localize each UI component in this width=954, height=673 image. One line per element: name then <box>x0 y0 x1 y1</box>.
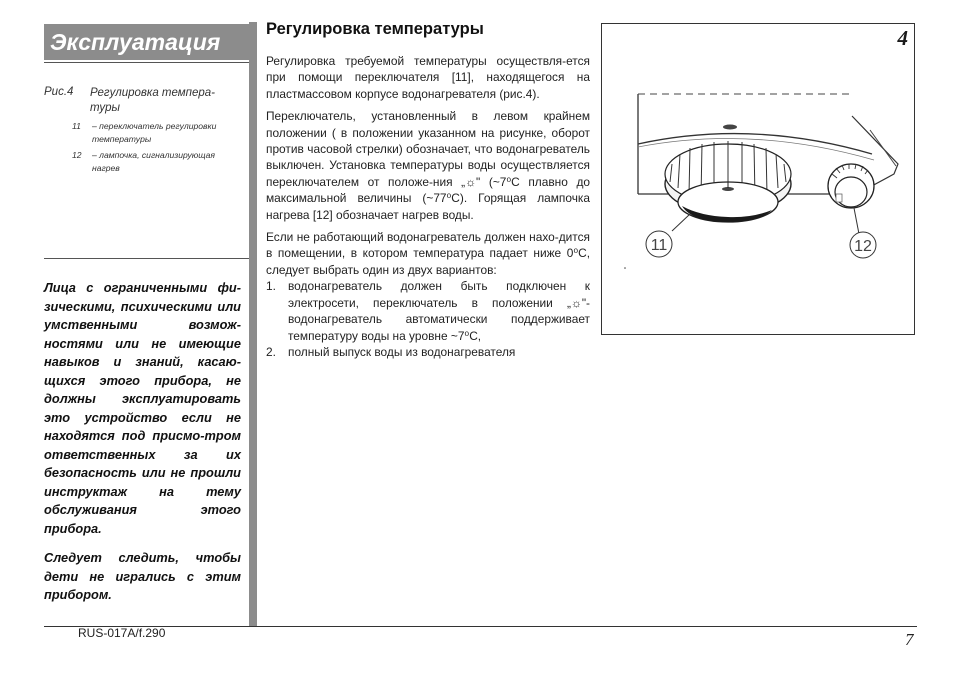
section-title: Эксплуатация <box>44 24 249 60</box>
temperature-knob <box>665 141 791 222</box>
caption-item <box>44 120 242 146</box>
sidebar-rule-2 <box>44 258 249 259</box>
safety-warning <box>44 279 241 616</box>
caption-item-num: 12 <box>72 150 82 160</box>
body-paragraph: Если не работающий водонагреватель должен нахо-дится в помещении, в котором температура падает ниже 0⁰C, следует выбрать один из двух вариантов: <box>266 230 590 277</box>
body-paragraph: Переключатель, установленный в левом крайнем положении ( в положении указанном на рисунке, оборот против часовой стрелки) обозначает, что водонагреватель выключен. Установка температуры воды осуществляется переключателем от положе-ния „☼" (~7⁰C плавно до максимальной величины (~77⁰C). Горящая лампочка нагрева [12] обозначает нагрев воды. <box>266 109 590 222</box>
page-heading: Регулировка температуры <box>266 20 484 38</box>
figure-4 <box>601 23 915 335</box>
list-item-num: 1. <box>266 279 276 294</box>
caption-item-text: – лампочка, сигнализирующая нагрев <box>92 150 216 173</box>
sidebar-divider-bar <box>249 22 257 626</box>
page-number: 7 <box>905 630 914 649</box>
list-item-num: 2. <box>266 344 276 359</box>
body-paragraph: Регулировка требуемой температуры осуществля-ется при помощи переключателя [11], находящегося на пластмассовом корпусе водонагревателя (рис.4). <box>266 54 590 101</box>
callout-11: 11 <box>650 237 668 254</box>
warning-paragraph: Лица с ограниченными фи-зическими, психическими или умственными возмож-ностями или не имеющие навыков и знаний, касаю-щихся этого прибора, не должны эксплуатировать это устройство если не находятся под присмо-тром ответственных за их безопасность или не прошли инструктаж на тему обслуживания этого прибора. <box>44 280 241 536</box>
list-item-text: полный выпуск воды из водонагревателя <box>288 344 516 359</box>
caption-number: Рис.4 <box>44 86 74 98</box>
warning-paragraph: Следует следить, чтобы дети не игрались с этим прибором. <box>44 550 241 602</box>
figure-caption <box>44 86 242 178</box>
caption-item <box>44 149 242 175</box>
sidebar-rule <box>44 62 249 63</box>
water-heater-illustration <box>602 24 916 336</box>
figure-number: 4 <box>897 26 908 50</box>
caption-item-num: 11 <box>72 121 81 131</box>
heating-lamp <box>828 164 874 208</box>
document-code: RUS-017A/f.290 <box>78 626 166 640</box>
body-text <box>266 53 590 360</box>
caption-item-text: – переключатель регулировки температуры <box>92 121 217 144</box>
options-list <box>266 278 590 360</box>
caption-title: Регулировка темпера-туры <box>90 87 216 114</box>
list-item <box>266 278 590 344</box>
callout-12: 12 <box>854 238 872 255</box>
list-item-text: водонагреватель должен быть подключен к электросети, переключатель в положении „☼"- водонагреватель автоматически поддерживает температуру воды на уровне ~7⁰C, <box>288 279 590 343</box>
footer-rule <box>44 626 917 627</box>
list-item <box>266 344 590 360</box>
